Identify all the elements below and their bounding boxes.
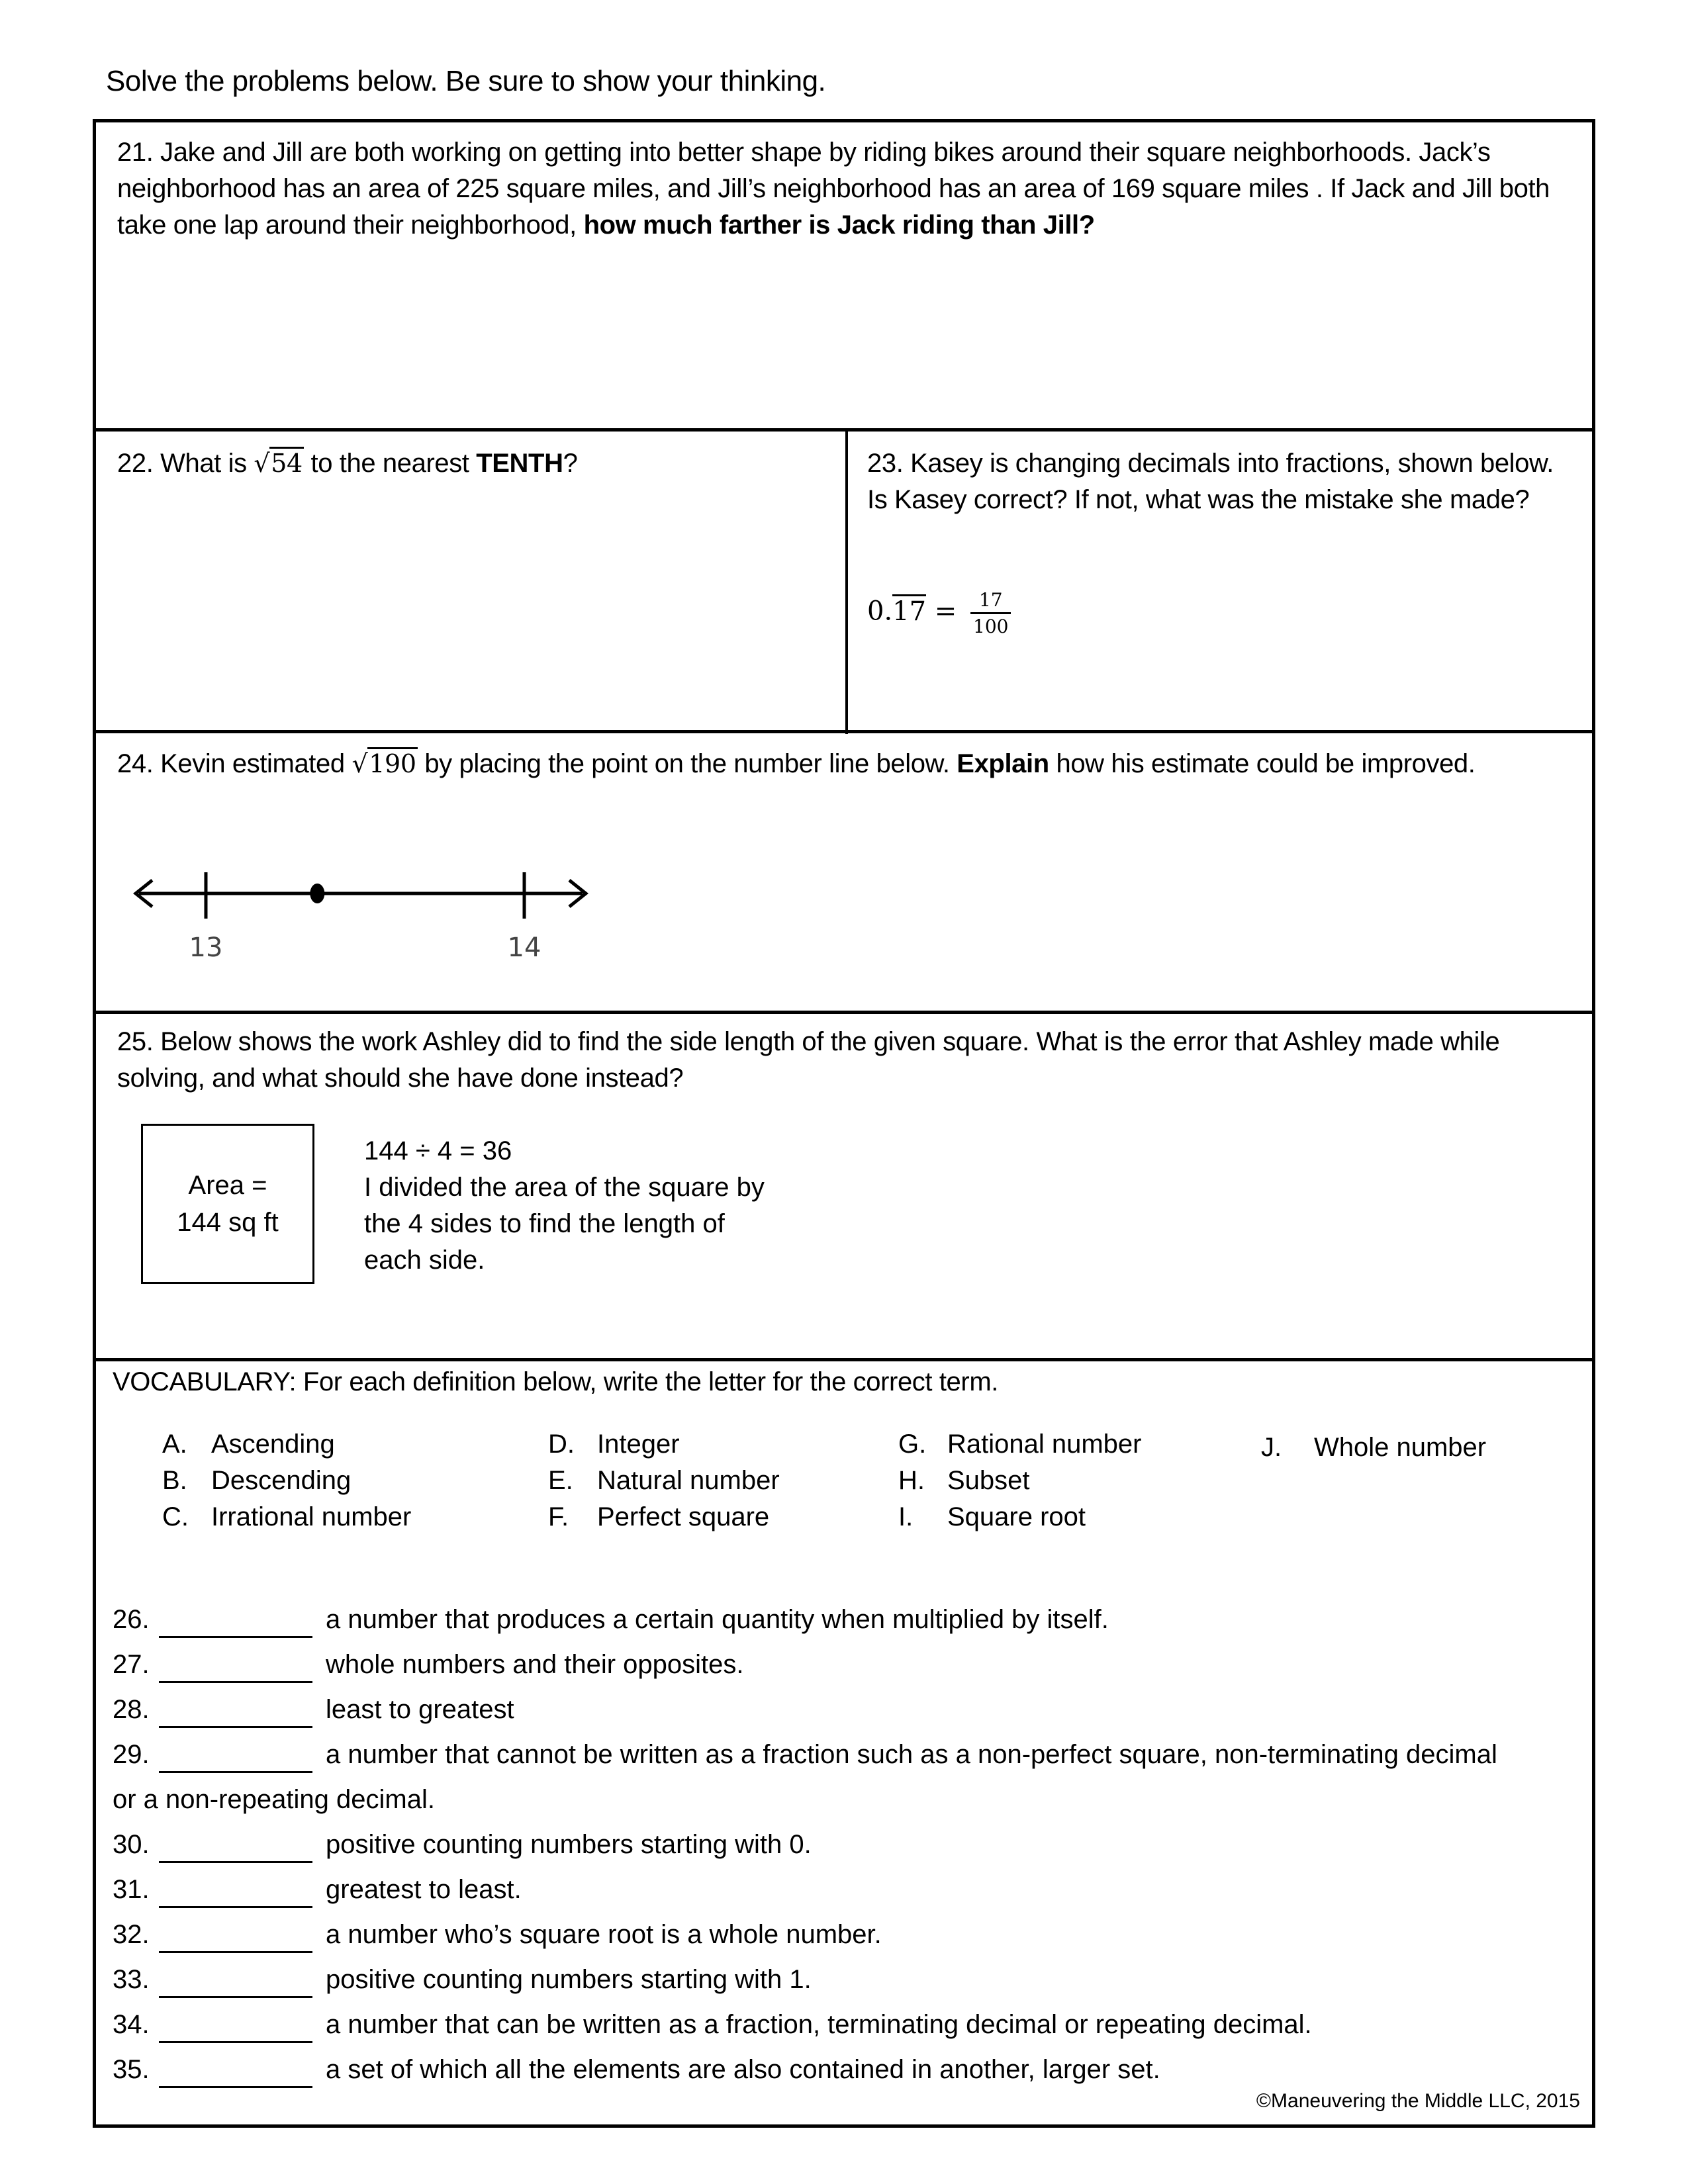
term-name: Whole number xyxy=(1314,1433,1487,1462)
problem-23-text: 23. Kasey is changing decimals into fractions, shown below. Is Kasey correct? If not, what was the mistake she made? xyxy=(867,449,1554,514)
term-name: Perfect square xyxy=(597,1502,770,1531)
answer-blank[interactable] xyxy=(159,1610,312,1638)
term-letter: G. xyxy=(898,1430,927,1459)
area-label: Area = xyxy=(188,1171,267,1200)
term-name: Descending xyxy=(211,1466,352,1495)
divider xyxy=(96,428,1592,432)
definition-row xyxy=(113,1597,1497,1642)
work-line: 144 ÷ 4 = 36 xyxy=(364,1136,512,1165)
definition-row xyxy=(113,1822,1497,1867)
radical-sign-icon: √ xyxy=(352,749,368,778)
number-line xyxy=(126,854,602,966)
term-letter: E. xyxy=(548,1466,573,1495)
term-name: Square root xyxy=(947,1502,1086,1531)
term-name: Natural number xyxy=(597,1466,780,1495)
definition-text: whole numbers and their opposites. xyxy=(326,1649,744,1679)
definition-row xyxy=(113,2047,1497,2092)
definition-row xyxy=(113,2002,1497,2047)
fraction xyxy=(970,589,1011,637)
definition-text: positive counting numbers starting with 0. xyxy=(326,1829,812,1859)
work-line: the 4 sides to find the length of xyxy=(364,1209,725,1238)
problem-21 xyxy=(117,134,1573,244)
problem-22-prefix: 22. What is xyxy=(117,449,254,478)
answer-blank[interactable] xyxy=(159,2060,312,2088)
work-line: I divided the area of the square by xyxy=(364,1173,765,1202)
radicand: 54 xyxy=(269,447,304,478)
term-name: Integer xyxy=(597,1430,680,1459)
definition-text: greatest to least. xyxy=(326,1874,522,1904)
repeating-digits: 17 xyxy=(892,594,926,627)
term-letter: H. xyxy=(898,1466,925,1495)
vocab-column-3 xyxy=(898,1426,1142,1535)
problem-22 xyxy=(117,445,577,482)
problem-25-text: 25. Below shows the work Ashley did to find the side length of the given square. What is the error that Ashley made while solving, and what should she have done instead? xyxy=(117,1027,1500,1093)
answer-blank[interactable] xyxy=(159,1835,312,1863)
vocab-term xyxy=(162,1426,411,1463)
definition-row xyxy=(113,1642,1497,1687)
square-root-54 xyxy=(254,445,303,482)
definition-number: 32. xyxy=(113,1919,150,1949)
problem-22-middle: to the nearest xyxy=(303,449,477,478)
problem-22-bold: TENTH xyxy=(476,449,563,478)
vocab-term xyxy=(162,1463,411,1499)
definition-text: a number who’s square root is a whole number. xyxy=(326,1919,882,1949)
answer-blank[interactable] xyxy=(159,1745,312,1773)
definition-number: 28. xyxy=(113,1694,150,1724)
term-letter: F. xyxy=(548,1502,569,1531)
answer-blank[interactable] xyxy=(159,1700,312,1728)
problem-24-suffix: how his estimate could be improved. xyxy=(1049,749,1476,778)
tick-label-13: 13 xyxy=(189,933,223,963)
term-letter: D. xyxy=(548,1430,575,1459)
divider xyxy=(96,730,1592,733)
definition-row xyxy=(113,1912,1497,1957)
decimal-whole: 0. xyxy=(867,596,893,627)
definition-row xyxy=(113,1732,1497,1777)
problem-21-question: how much farther is Jack riding than Jill? xyxy=(583,210,1095,240)
square-root-190 xyxy=(352,746,417,782)
term-letter: C. xyxy=(162,1502,189,1531)
problem-24-middle: by placing the point on the number line below. xyxy=(417,749,957,778)
definition-number: 26. xyxy=(113,1604,150,1634)
vocab-term xyxy=(898,1499,1142,1535)
definition-number: 34. xyxy=(113,2009,150,2039)
vocab-column-2 xyxy=(548,1426,780,1535)
definition-text: least to greatest xyxy=(326,1694,514,1724)
vocab-column-4 xyxy=(1261,1430,1486,1466)
vocab-term xyxy=(898,1463,1142,1499)
term-letter: I. xyxy=(898,1502,914,1531)
vocabulary-title: VOCABULARY: For each definition below, write the letter for the correct term. xyxy=(113,1367,998,1396)
problem-22-suffix: ? xyxy=(563,449,578,478)
definition-row xyxy=(113,1687,1497,1732)
vocab-column-1 xyxy=(162,1426,411,1535)
answer-blank[interactable] xyxy=(159,1925,312,1953)
definition-row xyxy=(113,1867,1497,1912)
area-value: 144 sq ft xyxy=(177,1208,279,1237)
problem-21-text: 21. Jake and Jill are both working on getting into better shape by riding bikes around their square neighborhoods. Jack’s neighborhood has an area of 225 square miles, and Jill’s neighborhood has an area of 169 square miles . If Jack and Jill both take one lap around their neighborhood, xyxy=(117,138,1550,240)
problem-24 xyxy=(117,746,1573,782)
problem-23 xyxy=(867,445,1569,518)
square-area-box xyxy=(141,1124,314,1284)
definition-number: 29. xyxy=(113,1739,150,1769)
radical-sign-icon: √ xyxy=(254,449,270,478)
divider xyxy=(96,1011,1592,1014)
copyright: ©Maneuvering the Middle LLC, 2015 xyxy=(1256,2090,1580,2112)
definition-text: a set of which all the elements are also contained in another, larger set. xyxy=(326,2054,1160,2084)
term-letter: A. xyxy=(162,1430,187,1459)
vertical-divider xyxy=(845,428,848,734)
vocab-term xyxy=(162,1499,411,1535)
vocab-term xyxy=(1261,1430,1486,1466)
definition-number: 33. xyxy=(113,1964,150,1994)
equals-sign: = xyxy=(934,596,957,627)
vocab-term xyxy=(548,1463,780,1499)
definition-text: a number that cannot be written as a fraction such as a non-perfect square, non-terminating decimal xyxy=(326,1739,1497,1769)
answer-blank[interactable] xyxy=(159,1655,312,1683)
vocab-term xyxy=(548,1426,780,1463)
term-letter: B. xyxy=(162,1466,187,1495)
divider xyxy=(96,1358,1592,1361)
definition-row xyxy=(113,1957,1497,2002)
definition-number: 30. xyxy=(113,1829,150,1859)
estimate-point xyxy=(310,884,324,903)
problem-25 xyxy=(117,1024,1573,1097)
vocab-term xyxy=(898,1426,1142,1463)
term-name: Rational number xyxy=(947,1430,1142,1459)
definition-continuation: or a non-repeating decimal. xyxy=(113,1784,435,1814)
vocab-term xyxy=(548,1499,780,1535)
definition-number: 27. xyxy=(113,1649,150,1679)
ashley-work xyxy=(364,1133,765,1279)
repeating-decimal-equation xyxy=(867,589,1011,637)
definition-text: a number that produces a certain quantity when multiplied by itself. xyxy=(326,1604,1109,1634)
term-name: Ascending xyxy=(211,1430,335,1459)
denominator: 100 xyxy=(970,612,1011,637)
tick-label-14: 14 xyxy=(507,933,541,963)
answer-blank[interactable] xyxy=(159,1880,312,1908)
definitions-list xyxy=(113,1597,1497,2092)
definition-number: 31. xyxy=(113,1874,150,1904)
term-name: Irrational number xyxy=(211,1502,412,1531)
problem-24-bold: Explain xyxy=(957,749,1049,778)
radicand: 190 xyxy=(367,747,417,778)
term-name: Subset xyxy=(947,1466,1030,1495)
answer-blank[interactable] xyxy=(159,2015,312,2043)
instructions: Solve the problems below. Be sure to show your thinking. xyxy=(106,65,826,97)
problem-24-prefix: 24. Kevin estimated xyxy=(117,749,352,778)
definition-text: a number that can be written as a fraction, terminating decimal or repeating decimal. xyxy=(326,2009,1312,2039)
definition-text: positive counting numbers starting with 1. xyxy=(326,1964,812,1994)
term-letter: J. xyxy=(1261,1433,1282,1462)
work-line: each side. xyxy=(364,1246,485,1275)
definition-number: 35. xyxy=(113,2054,150,2084)
numerator: 17 xyxy=(978,589,1003,611)
answer-blank[interactable] xyxy=(159,1970,312,1998)
